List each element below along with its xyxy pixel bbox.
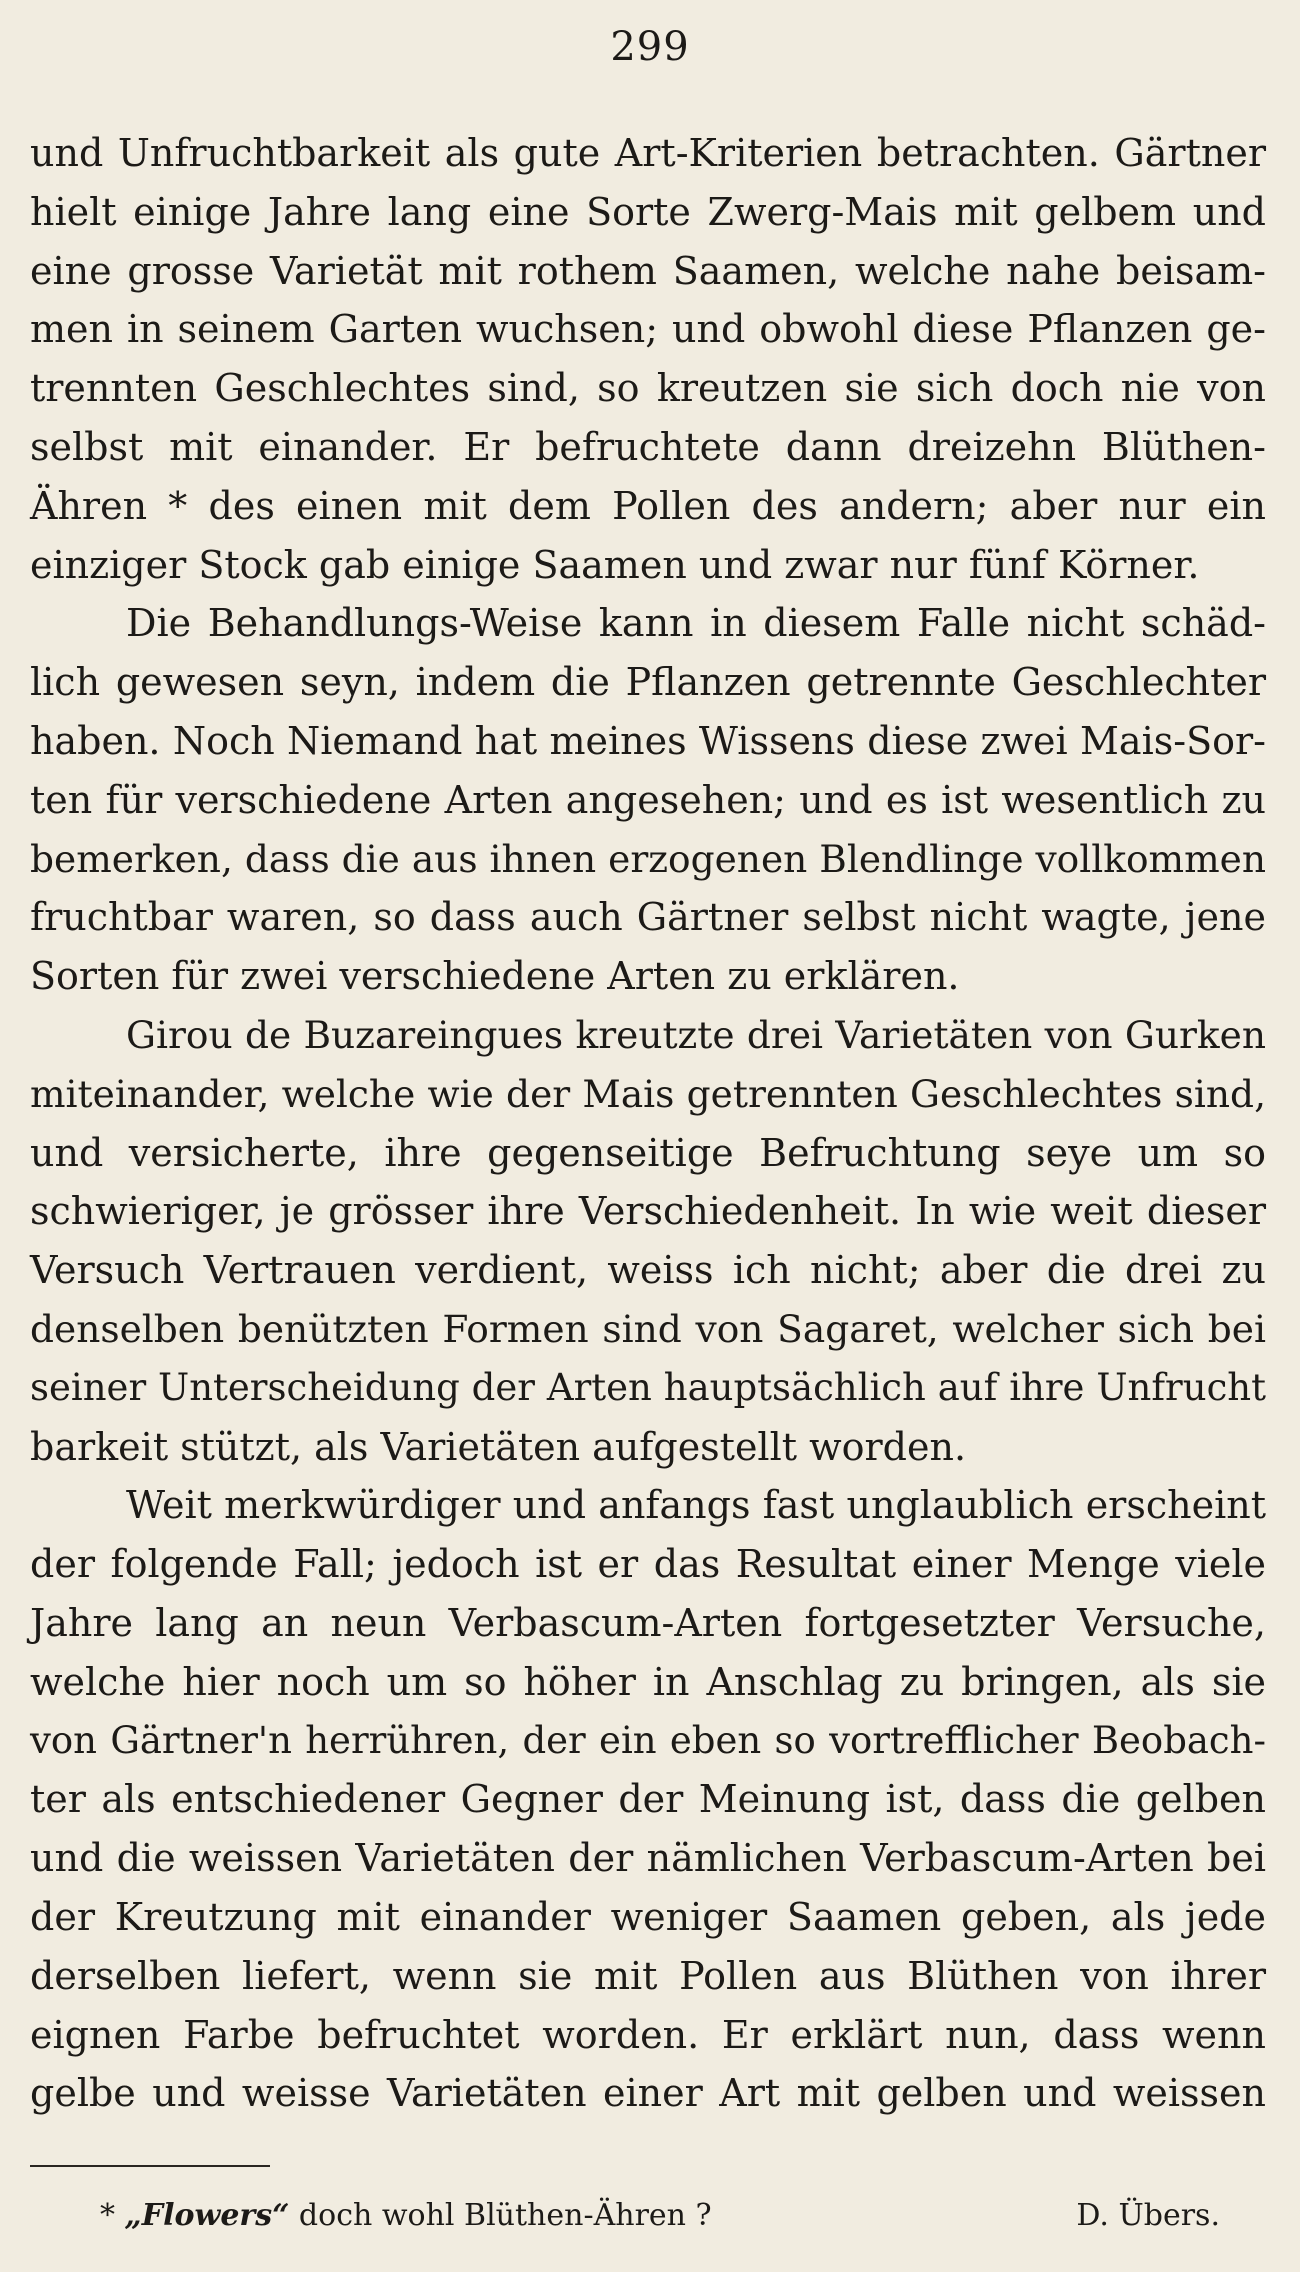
text-line: Die Behandlungs-Weise kann in diesem Falle nicht schäd-	[126, 601, 1266, 646]
text-line: derselben liefert, wenn sie mit Pollen aus Blüthen von ihrer	[30, 1953, 1266, 1998]
text-line: eine grosse Varietät mit rothem Saamen, welche nahe beisam-	[30, 248, 1266, 293]
text-line: der Kreutzung mit einander weniger Saamen geben, als jede	[30, 1894, 1266, 1939]
text-line: einziger Stock gab einige Saamen und zwar nur fünf Körner.	[30, 542, 1200, 587]
text-line: und versicherte, ihre gegenseitige Befruchtung seye um so	[30, 1130, 1266, 1175]
text-line: Girou de Buzareingues kreutzte drei Varietäten von Gurken	[126, 1012, 1266, 1057]
text-line: von Gärtner'n herrühren, der ein eben so vortrefflicher Beobach-	[30, 1718, 1266, 1762]
text-line: men in seinem Garten wuchsen; und obwohl diese Pflanzen ge-	[30, 307, 1266, 352]
text-line: Weit merkwürdiger und anfangs fast unglaublich erscheint	[126, 1483, 1266, 1528]
footnote-text: doch wohl Blüthen-Ähren ?	[298, 2198, 712, 2233]
text-line: haben. Noch Niemand hat meines Wissens diese zwei Mais-Sor-	[30, 718, 1266, 763]
text-line: gelbe und weisse Varietäten einer Art mit gelben und weissen	[30, 2071, 1266, 2116]
text-line: denselben benützten Formen sind von Sagaret, welcher sich bei	[30, 1306, 1266, 1351]
text-line: Sorten für zwei verschiedene Arten zu erklären.	[30, 954, 960, 999]
text-line: selbst mit einander. Er befruchtete dann dreizehn Blüthen-	[30, 424, 1266, 469]
text-line: seiner Unterscheidung der Arten hauptsächlich auf ihre Unfrucht	[30, 1365, 1266, 1409]
text-line: Jahre lang an neun Verbascum-Arten fortgesetzter Versuche,	[30, 1600, 1266, 1645]
text-line: welche hier noch um so höher in Anschlag zu bringen, als sie	[30, 1659, 1266, 1704]
text-line: bemerken, dass die aus ihnen erzogenen Blendlinge vollkommen	[30, 836, 1266, 881]
text-line: Ähren * des einen mit dem Pollen des andern; aber nur ein	[30, 483, 1266, 528]
text-line: trennten Geschlechtes sind, so kreutzen sie sich doch nie von	[30, 366, 1266, 411]
text-line: und die weissen Varietäten der nämlichen Verbascum-Arten bei	[30, 1836, 1266, 1881]
text-line: lich gewesen seyn, indem die Pflanzen getrennte Geschlechter	[30, 660, 1266, 705]
footnote	[100, 2196, 1220, 2236]
text-line: der folgende Fall; jedoch ist er das Resultat einer Menge viele	[30, 1542, 1266, 1587]
page-number: 299	[610, 24, 690, 70]
text-line: hielt einige Jahre lang eine Sorte Zwerg-Mais mit gelbem und	[30, 189, 1266, 234]
footnote-attribution: D. Übers.	[1076, 2198, 1220, 2233]
footnote-divider	[30, 2165, 270, 2167]
text-line: ter als entschiedener Gegner der Meinung ist, dass die gelben	[30, 1777, 1266, 1822]
footnote-main	[100, 2196, 712, 2236]
text-line: ten für verschiedene Arten angesehen; und es ist wesentlich zu	[30, 777, 1266, 822]
text-line: schwieriger, je grösser ihre Verschiedenheit. In wie weit dieser	[30, 1189, 1266, 1234]
footnote-marker: *	[100, 2198, 115, 2233]
text-line: barkeit stützt, als Varietäten aufgestellt worden.	[30, 1424, 967, 1469]
body-text	[30, 124, 1266, 2123]
text-line: miteinander, welche wie der Mais getrennten Geschlechtes sind,	[30, 1071, 1266, 1116]
text-line: und Unfruchtbarkeit als gute Art-Kriterien betrachten. Gärtner	[30, 131, 1266, 175]
footnote-quote: „Flowers“	[124, 2198, 290, 2233]
text-line: fruchtbar waren, so dass auch Gärtner selbst nicht wagte, jene	[30, 895, 1266, 940]
text-line: eignen Farbe befruchtet worden. Er erklärt nun, dass wenn	[30, 2012, 1266, 2057]
text-line: Versuch Vertrauen verdient, weiss ich nicht; aber die drei zu	[30, 1248, 1266, 1293]
